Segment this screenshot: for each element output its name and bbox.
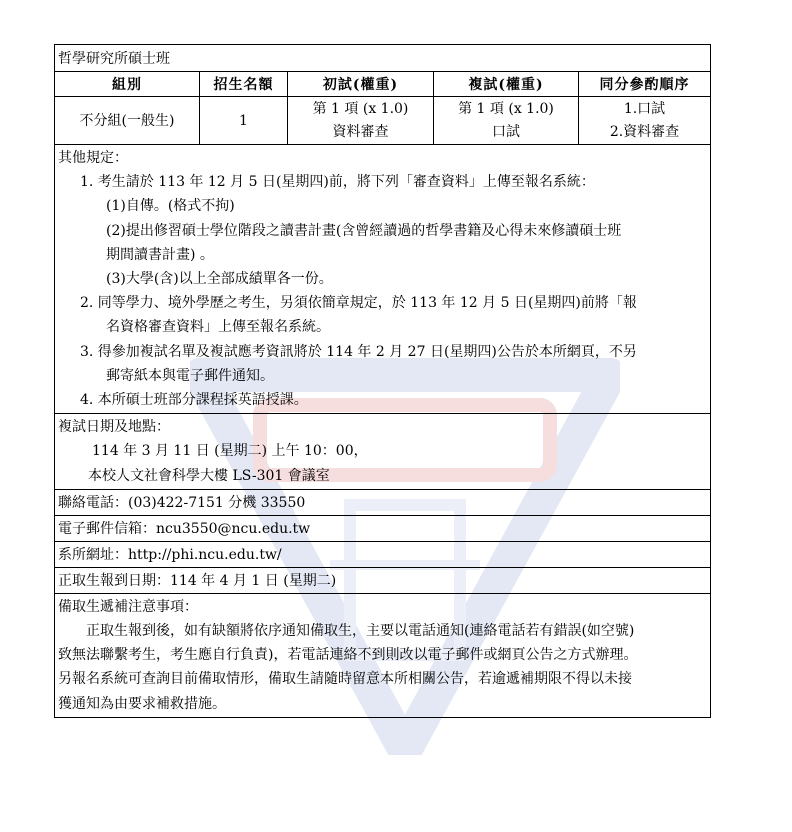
rule-subitem: (1)自傳。(格式不拘) <box>106 198 235 215</box>
rule-item-cont: 郵寄紙本與電子郵件通知。 <box>106 367 274 384</box>
second-exam-type: 口試 <box>492 123 520 140</box>
waitlist-section <box>55 593 711 717</box>
rule-subitem: (3)大學(含)以上全部成績單各一份。 <box>106 271 333 288</box>
rule-subitem: (2)提出修習碩士學位階段之讀書計畫(含曾經讀過的哲學書籍及心得未來修讀碩士班 <box>106 222 622 239</box>
header-initial-exam: 初試(權重) <box>288 72 434 97</box>
header-quota: 招生名額 <box>200 72 288 97</box>
rule-item-cont: 名資格審查資料」上傳至報名系統。 <box>106 319 330 336</box>
rule-subitem-cont: 期間讀書計畫) 。 <box>106 246 214 263</box>
program-title: 哲學研究所碩士班 <box>55 45 711 72</box>
initial-exam-item: 第 1 項 (x 1.0) <box>312 100 409 117</box>
admission-table <box>54 44 711 718</box>
tie-order-2: 2.資料審查 <box>609 123 680 140</box>
header-row <box>55 72 711 97</box>
rule-item: 2. 同等學力、境外學歷之考生，另須依簡章規定，於 113 年 12 月 5 日(星期四)前將「報 <box>80 295 637 312</box>
initial-exam-cell <box>288 97 434 145</box>
exam-schedule-section <box>55 414 711 490</box>
waitlist-paragraph-line: 致無法聯繫考生，考生應自行負責)，若電話連絡不到則改以電子郵件或網頁公告之方式辦理。 <box>58 647 638 664</box>
other-rules-heading: 其他規定： <box>58 150 128 166</box>
exam-schedule-heading: 複試日期及地點： <box>58 419 170 436</box>
waitlist-heading: 備取生遞補注意事項： <box>58 598 198 615</box>
other-rules-section <box>55 145 711 414</box>
waitlist-paragraph-line: 正取生報到後，如有缺額將依序通知備取生，主要以電話通知(連絡電話若有錯誤(如空號) <box>86 623 635 640</box>
rule-item: 3. 得參加複試名單及複試應考資訊將於 114 年 2 月 27 日(星期四)公告於本所網頁，不另 <box>80 343 637 360</box>
rule-item: 4. 本所碩士班部分課程採英語授課。 <box>80 392 308 409</box>
waitlist-paragraph-line: 另報名系統可查詢目前備取情形，備取生請隨時留意本所相關公告，若逾遞補期限不得以未接 <box>58 671 632 688</box>
header-group: 組別 <box>55 72 200 97</box>
header-second-exam: 複試(權重) <box>434 72 579 97</box>
contact-email: 電子郵件信箱：ncu3550@ncu.edu.tw <box>55 515 711 541</box>
department-website: 系所網址：http://phi.ncu.edu.tw/ <box>55 541 711 567</box>
header-tie-order: 同分參酌順序 <box>579 72 711 97</box>
rule-item: 1. 考生請於 113 年 12 月 5 日(星期四)前，將下列「審查資料」上傳至報名系統： <box>80 174 595 191</box>
exam-date: 114 年 3 月 11 日 (星期二) 上午 10：00， <box>92 443 368 460</box>
quota-cell: 1 <box>200 97 288 145</box>
exam-location: 本校人文社會科學大樓 LS-301 會議室 <box>88 467 330 484</box>
contact-phone: 聯絡電話：(03)422-7151 分機 33550 <box>55 489 711 515</box>
second-exam-item: 第 1 項 (x 1.0) <box>458 100 554 117</box>
tie-order-1: 1.口試 <box>623 100 666 117</box>
group-cell: 不分組(一般生) <box>55 97 200 145</box>
initial-exam-type: 資料審查 <box>332 123 389 140</box>
table-row <box>55 97 711 145</box>
waitlist-paragraph-line: 獲通知為由要求補救措施。 <box>58 695 226 712</box>
tie-order-cell <box>579 97 711 145</box>
second-exam-cell <box>434 97 579 145</box>
report-date: 正取生報到日期：114 年 4 月 1 日 (星期二) <box>55 567 711 593</box>
